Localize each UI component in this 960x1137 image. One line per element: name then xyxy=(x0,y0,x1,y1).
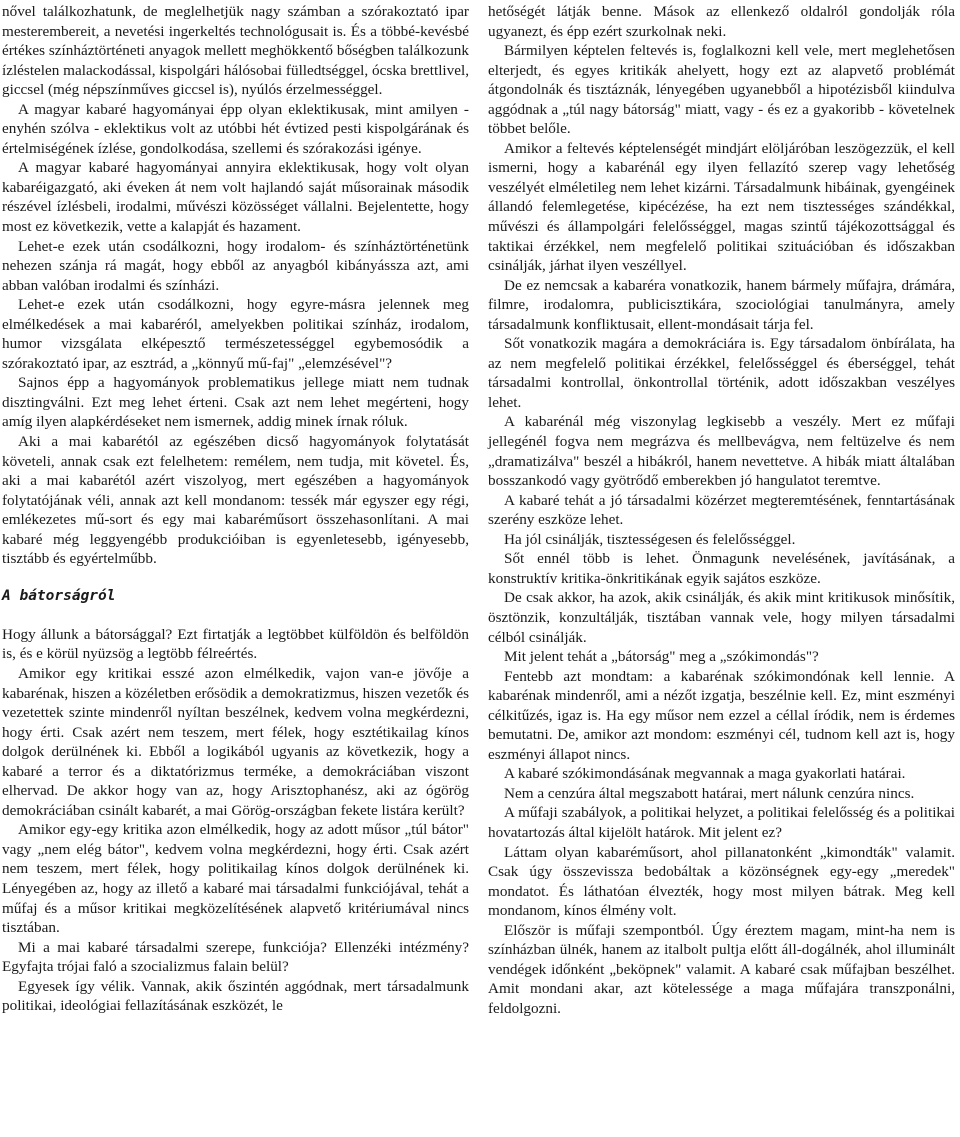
paragraph: Bármilyen képtelen feltevés is, foglalkozni kell vele, mert meglehetősen elterjedt, és egyes kritikák ahelyett, hogy ezt az alapvető problémát átgondolnák és tisztáznák, lényegében ugyanebből a hipotézisből kiindulva aggódnak a „túl nagy bátorság" miatt, vagy - és ez a gyakoribb - követelnek többet belőle. xyxy=(488,42,955,138)
paragraph: Sőt ennél több is lehet. Önmagunk nevelésének, javításának, a konstruktív kritika-önkritikának egyik sajátos eszköze. xyxy=(488,550,955,587)
left-column xyxy=(2,2,469,1016)
paragraph: Amikor egy kritikai esszé azon elmélkedik, vajon van-e jövője a kabarénak, hiszen a közéletben erősödik a demokratizmus, hiszen vezetők és vezetettek szinte mindenről nyíltan beszélnek, kedvem volna megkérdezni, hogy érti. Csak azért nem teszem, mert félek, hogy esztétikailag kínos dolgok derülnének ki. Ebből a logikából ugyanis az következik, hogy a kabaré a terror és a diktatórizmus terméke, a demokráciában viszont elhervad. De akkor hogy van az, hogy Arisztophanész, aki az ógörög demokráciában csinált kabarét, a mai Görög-országban fekete listára került? xyxy=(2,664,469,819)
paragraph: Amikor a feltevés képtelenségét mindjárt elöljáróban leszögezzük, el kell ismerni, hogy a kabarénál egy ilyen fellazító szerep vagy lehetőség veszélyét elméletileg nem lehet kizárni. Társadalmunk hibáinak, gyengéinek állandó felemlegetése, kipécézése, ha ezt nem tisztességes szándékkal, művészi és állampolgári felelősséggel, magas szintű tájékozottsággal és taktikai érzékkel, nem megfelelő politikai szituációban és időszakban csinálják, járhat ilyen veszéllyel. xyxy=(488,139,955,275)
paragraph: De ez nemcsak a kabaréra vonatkozik, hanem bármely műfajra, drámára, filmre, irodalomra, publicisztikára, szociológiai tanulmányra, amely társadalmunk konfliktusait, ellent-mondásait tárja fel. xyxy=(488,276,955,333)
paragraph: Lehet-e ezek után csodálkozni, hogy irodalom- és színháztörténetünk nehezen szánja rá magát, hogy ebből az anyagból kibányássza azt, ami abban valóban irodalmi és színházi. xyxy=(2,237,469,294)
paragraph: Aki a mai kabarétól az egészében dicső hagyományok folytatását követeli, annak csak ezt felelhetem: remélem, nem tudja, mit követel. És, aki a mai kabarétól azért viszolyog, mert egészében a hagyományok folytatójának véli, annak azt kell mondanom: tessék már egyszer egy régi, emlékezetes mű-sort és egy mai kabaréműsort összehasonlítani. A mai kabaré még leggyengébb produkcióiban is egyenletesebb, igényesebb, tisztább és egyértelműbb. xyxy=(2,433,469,568)
paragraph: Lehet-e ezek után csodálkozni, hogy egyre-másra jelennek meg elmélkedések a mai kabaréról, amelyekben politikai színház, irodalom, humor vizsgálata elképesztő természetességgel egybemosódik a szórakoztató ipar, az esztrád, a „könnyű mű-faj" „elemzésével"? xyxy=(2,296,469,372)
paragraph: A magyar kabaré hagyományai annyira eklektikusak, hogy volt olyan kabaréigazgató, aki éveken át nem volt hajlandó saját műsorainak második részével ízlésbeli, irodalmi, művészi közösséget vállalni. Bejelentette, hogy most ez következik, vette a kalapját és hazament. xyxy=(2,159,469,236)
paragraph: Mit jelent tehát a „bátorság" meg a „szókimondás"? xyxy=(504,648,819,666)
paragraph: A kabarénál még viszonylag legkisebb a veszély. Mert ez műfaji jellegénél fogva nem megrázva és mellbevágva, nem feltüzelve és nem „dramatizálva" beszél a hibákról, hanem nevettetve. A hibák miatt általában bosszankodó vagy gyötrődő emberekben jó hangulatot teremtve. xyxy=(488,413,955,490)
paragraph: Sőt vonatkozik magára a demokráciára is. Egy társadalom önbírálata, ha az nem megfelelő politikai érzékkel, felelősséggel és éberséggel, tehát társadalmi kontrollal, önkontrollal történik, adott időszakban veszélyes lehet. xyxy=(488,335,955,411)
paragraph: Fentebb azt mondtam: a kabarénak szókimondónak kell lennie. A kabarénak mindenről, ami a nézőt izgatja, beszélnie kell. Ez, mint eszményi célkitűzés, igaz is. Ha egy műsor nem ezzel a céllal íródik, nem is érdemes bemutatni. De, amikor azt mondom: eszményi cél, tudnom kell azt is, hogy eszményi állapot nincs. xyxy=(488,667,955,763)
paragraph: Hogy állunk a bátorsággal? Ezt firtatják a legtöbbet külföldön és belföldön is, és e körül nyüzsög a legtöbb félreértés. xyxy=(2,625,469,663)
right-column xyxy=(488,2,955,1018)
paragraph: A kabaré tehát a jó társadalmi közérzet megteremtésének, fenntartásának szerény eszköze lehet. xyxy=(488,491,955,529)
section-heading: A bátorságról xyxy=(2,587,116,604)
paragraph: Mi a mai kabaré társadalmi szerepe, funkciója? Ellenzéki intézmény? Egyfajta trójai faló a szocializmus falain belül? xyxy=(2,938,469,976)
paragraph: Nem a cenzúra által megszabott határai, mert nálunk cenzúra nincs. xyxy=(504,784,915,802)
paragraph: Ha jól csinálják, tisztességesen és felelősséggel. xyxy=(504,530,796,548)
paragraph: De csak akkor, ha azok, akik csinálják, és akik mint kritikusok minősítik, ösztönzik, konzultálják, tisztában vannak vele, hogy milyen társadalmi célból csinálják. xyxy=(488,589,955,646)
paragraph: Amikor egy-egy kritika azon elmélkedik, hogy az adott műsor „túl bátor" vagy „nem elég bátor", kedvem volna megkérdezni, hogy érti. Csak azért nem teszem, mert félek, hogy politikailag kínos dolgok derülnének ki. Lényegében az, hogy az illető a kabaré mai társadalmi funkciójával, tehát a műfaj és a műsor kritikai megközelítésének alapvető kritériumával nincs tisztában. xyxy=(2,821,469,937)
paragraph: A műfaji szabályok, a politikai helyzet, a politikai felelősség és a politikai hovatartozás által kijelölt határok. Mit jelent ez? xyxy=(488,804,955,841)
paragraph: Egyesek így vélik. Vannak, akik őszintén aggódnak, mert társadalmunk politikai, ideológiai fellazításának eszközét, le xyxy=(2,977,469,1015)
paragraph: Először is műfaji szempontból. Úgy éreztem magam, mint-ha nem is színházban ülnék, hanem az italbolt pultja előtt áll-dogálnék, ahol illuminált vendégek időnként „beköpnek" valamit. A kabaré csak műfajban beszélhet. Amit mondani akar, azt kötelessége a maga műfajára transzponálni, feldolgozni. xyxy=(488,921,955,1017)
paragraph: Sajnos épp a hagyományok problematikus jellege miatt nem tudnak disztingválni. Ezt meg lehet érteni. Csak azt nem lehet megérteni, hogy amíg ilyen alapkérdéseket nem ismernek, addig minek írnak róluk. xyxy=(2,374,469,431)
paragraph: A kabaré szókimondásának megvannak a maga gyakorlati határai. xyxy=(504,765,906,783)
paragraph: A magyar kabaré hagyományai épp olyan eklektikusak, mint amilyen - enyhén szólva - eklektikus volt az utóbbi hét évtized pesti kispolgárának és értelmiségének ízlése, gondolkodása, szellemi és szórakozási igénye. xyxy=(2,100,469,157)
paragraph: Láttam olyan kabaréműsort, ahol pillanatonként „kimondták" valamit. Csak úgy összevissza bedobáltak a közönségnek egy-egy „meredek" mondatot. És láthatóan élvezték, hogy most milyen bátrak. Meg kell mondanom, kínos élmény volt. xyxy=(488,843,955,920)
paragraph: nővel találkozhatunk, de meglelhetjük nagy számban a szórakoztató ipar mesterembereit, a nevetési ingerkeltés technológusait is. És a többé-kevésbé értékes színháztörténeti anyagok mellett meghökkentő bőségben találkozunk ízléstelen malackodással, kispolgári hálósobai fülledtséggel, ócska brettlivel, giccsel (még népszínműves giccsel is), nyúlós érzelmességgel. xyxy=(2,3,469,99)
paragraph: hetőségét látják benne. Mások az ellenkező oldalról gondolják róla ugyanezt, és épp ezért szurkolnak neki. xyxy=(488,3,955,40)
